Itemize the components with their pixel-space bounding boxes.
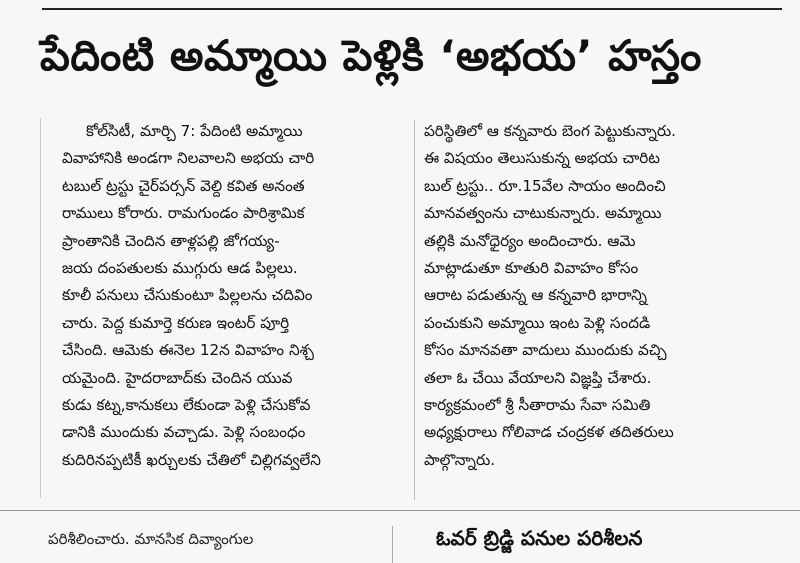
- article-line: చారు. పెద్ద కుమార్తె కరుణ ఇంటర్ పూర్తి: [62, 313, 290, 332]
- article-line: యమైంది. హైదరాబాద్‌కు చెందిన యువ: [62, 368, 293, 387]
- article-line: ప్రాంతానికి చెందిన తాళ్లపల్లి జోగయ్య-: [62, 231, 280, 250]
- article-line: చేసింది. ఆమెకు ఈనెల 12న వివాహం నిశ్చ: [62, 341, 314, 360]
- article-line: కూలీ పనులు చేసుకుంటూ పిల్లలను చదివిం: [62, 286, 313, 305]
- article-line: జయ దంపతులకు ముగ్గురు ఆడ పిల్లలు.: [62, 258, 298, 277]
- article-line: డానికి ముందుకు వచ్చాడు. పెళ్లి సంబంధం: [62, 423, 306, 442]
- next-article-snippet: పరిశీలించారు. మానసిక దివ్యాంగుల: [48, 530, 254, 548]
- headline: పేదింటి అమ్మాయి పెళ్లికి ‘అభయ’ హస్తం: [40, 31, 702, 80]
- bottom-column-divider: [392, 526, 393, 563]
- article-line: పరిస్థితిలో ఆ కన్నవారు బెంగ పెట్టుకున్నారు.: [424, 122, 677, 140]
- article-line: కోల్‌సిటీ, మార్చి 7: పేదింటి అమ్మాయి: [86, 122, 303, 140]
- article-line: రాములు కోరారు. రామగుండం పారిశ్రామిక: [62, 204, 305, 223]
- article-line: ఈ విషయం తెలుసుకున్న అభయ చారిట: [424, 149, 660, 168]
- article-line: బుల్ ట్రస్టు.. రూ.15వేల సాయం అందించి: [424, 176, 666, 195]
- article-line: కుడు కట్న,కానుకలు లేకుండా పెళ్లి చేసుకోవ: [62, 395, 311, 414]
- top-rule: [42, 8, 782, 10]
- article-line: పంచుకుని అమ్మాయి ఇంట పెళ్లి సందడి: [424, 313, 651, 332]
- article-line: టబుల్ ట్రస్టు చైర్‌పర్సన్ వెల్ది కవిత అనంత: [62, 176, 305, 195]
- article-line: కుదిరినప్పటికీ ఖర్చులకు చేతిలో చిల్లిగవ్వలేని: [62, 450, 321, 469]
- article-line: తలా ఓ చేయి వేయాలని విజ్ఞప్తి చేశారు.: [424, 368, 652, 387]
- article-line: పాల్గొన్నారు.: [424, 450, 496, 469]
- next-article-heading: ఓవర్ బ్రిడ్జి పనుల పరిశీలన: [436, 526, 643, 550]
- article-line: ఆరాట పడుతున్న ఆ కన్నవారి భారాన్ని: [424, 286, 647, 305]
- column-divider: [414, 120, 415, 500]
- article-line: తల్లికి మనోధైర్యం అందించారు. ఆమె: [424, 231, 636, 250]
- left-edge-rule: [40, 118, 41, 498]
- section-divider: [0, 510, 800, 511]
- article-line: మానవత్వంను చాటుకున్నారు. అమ్మాయి: [424, 204, 662, 223]
- article-line: వివాహానికి అండగా నిలవాలని అభయ చారి: [62, 149, 315, 168]
- article-line: అధ్యక్షురాలు గోలివాడ చంద్రకళ తదితరులు: [424, 423, 674, 442]
- article-line: మాట్లాడుతూ కూతురి వివాహం కోసం: [424, 258, 639, 277]
- article-line: కోసం మానవతా వాదులు ముందుకు వచ్చి: [424, 341, 667, 360]
- article-left-column: [62, 118, 417, 474]
- article-line: కార్యక్రమంలో శ్రీ సీతారామ సేవా సమితి: [424, 395, 651, 414]
- article-right-column: [424, 118, 779, 474]
